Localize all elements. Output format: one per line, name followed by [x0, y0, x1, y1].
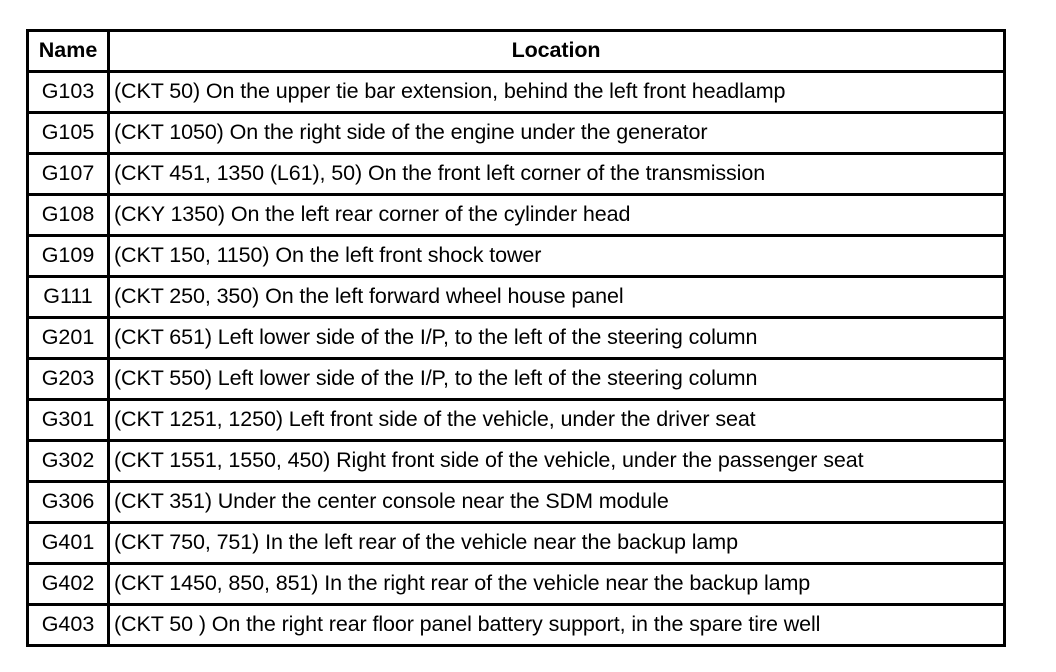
table-header-row	[29, 32, 1003, 73]
cell-name: G203	[29, 360, 110, 401]
cell-location: (CKT 351) Under the center console near the SDM module	[110, 483, 1003, 524]
cell-name: G111	[29, 278, 110, 319]
cell-name: G402	[29, 565, 110, 606]
cell-location: (CKT 50 ) On the right rear floor panel battery support, in the spare tire well	[114, 612, 821, 637]
cell-location: (CKT 50) On the upper tie bar extension, behind the left front headlamp	[110, 73, 1003, 114]
cell-location: (CKT 250, 350) On the left forward wheel house panel	[110, 278, 1003, 319]
cell-location: (CKT 451, 1350 (L61), 50) On the front left corner of the transmission	[110, 155, 1003, 196]
cell-name: G109	[29, 237, 110, 278]
table-row	[29, 360, 1003, 401]
table-row	[29, 565, 1003, 606]
cell-location: (CKT 750, 751) In the left rear of the vehicle near the backup lamp	[110, 524, 1003, 565]
table-row	[29, 278, 1003, 319]
cell-location: (CKT 1450, 850, 851) In the right rear of the vehicle near the backup lamp	[110, 565, 1003, 606]
table-row	[29, 319, 1003, 360]
table-row	[29, 155, 1003, 196]
cell-name: G107	[29, 155, 110, 196]
table-row	[29, 73, 1003, 114]
table-row	[29, 237, 1003, 278]
cell-location: (CKT 550) Left lower side of the I/P, to the left of the steering column	[110, 360, 1003, 401]
table-row	[29, 196, 1003, 237]
cell-location: (CKT 1251, 1250) Left front side of the vehicle, under the driver seat	[110, 401, 1003, 442]
cell-name: G302	[29, 442, 110, 483]
cell-location: (CKT 1551, 1550, 450) Right front side of the vehicle, under the passenger seat	[110, 442, 1003, 483]
cell-name: G105	[29, 114, 110, 155]
cell-location: (CKT 651) Left lower side of the I/P, to the left of the steering column	[110, 319, 1003, 360]
table-row	[29, 483, 1003, 524]
cell-name: G301	[29, 401, 110, 442]
table-row	[29, 401, 1003, 442]
table-row	[29, 606, 1003, 644]
table-row	[29, 442, 1003, 483]
cell-name: G201	[29, 319, 110, 360]
ground-location-table	[26, 29, 1006, 647]
table-row	[29, 524, 1003, 565]
cell-name: G306	[29, 483, 110, 524]
table-row	[29, 114, 1003, 155]
cell-name: G103	[29, 73, 110, 114]
header-name: Name	[29, 32, 110, 73]
header-location: Location	[110, 32, 1003, 73]
cell-location: (CKT 150, 1150) On the left front shock tower	[110, 237, 1003, 278]
cell-name: G108	[29, 196, 110, 237]
cell-location: (CKY 1350) On the left rear corner of the cylinder head	[110, 196, 1003, 237]
cell-name: G403	[29, 606, 110, 644]
cell-name: G401	[29, 524, 110, 565]
cell-location: (CKT 1050) On the right side of the engine under the generator	[110, 114, 1003, 155]
